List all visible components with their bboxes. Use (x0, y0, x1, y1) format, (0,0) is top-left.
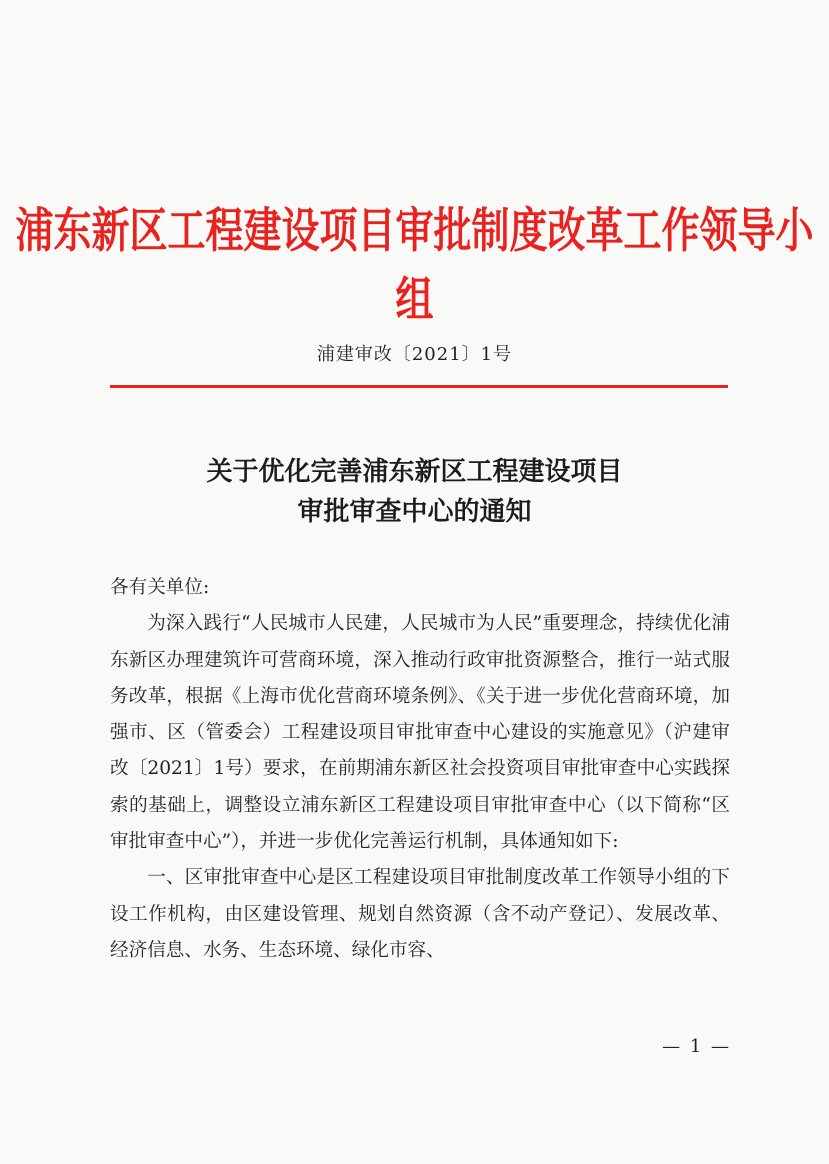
red-divider (110, 385, 728, 388)
notice-title (0, 452, 829, 532)
issuer-title: 浦东新区工程建设项目审批制度改革工作领导小组 (15, 202, 814, 327)
document-number: 浦建审改〔2021〕1号 (316, 344, 513, 365)
paragraph-1: 为深入践行“人民城市人民建，人民城市为人民”重要理念，持续优化浦东新区办理建筑许可营商环境，深入推动行政审批资源整合，推行一站式服务改革，根据《上海市优化营商环境条例》、《关于进一步优化营商环境，加强市、区（管委会）工程建设项目审批审查中心建设的实施意见》（沪建审改〔2021〕1号）要求，在前期浦东新区社会投资项目审批审查中心实践探索的基础上，调整设立浦东新区工程建设项目审批审查中心（以下简称“区审批审查中心”），并进一步优化完善运行机制，具体通知如下: (110, 613, 730, 853)
notice-title-line-2: 审批审查中心的通知 (297, 497, 532, 527)
page-number: — 1 — (662, 1036, 731, 1057)
notice-title-line-1: 关于优化完善浦东新区工程建设项目 (206, 457, 623, 487)
body-text (110, 570, 730, 969)
paragraph-2: 一、区审批审查中心是区工程建设项目审批制度改革工作领导小组的下设工作机构，由区建设管理、规划自然资源（含不动产登记）、发展改革、经济信息、水务、生态环境、绿化市容、 (110, 867, 730, 961)
salutation: 各有关单位: (110, 577, 210, 598)
